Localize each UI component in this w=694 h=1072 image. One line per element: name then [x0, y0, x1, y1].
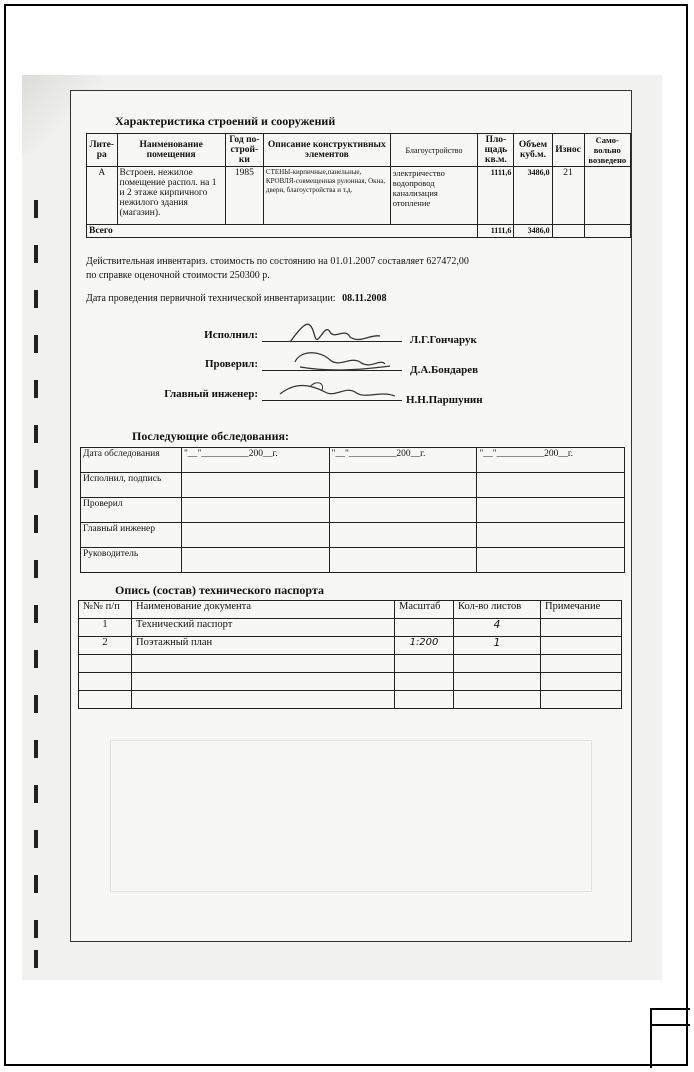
structures-header-row [87, 134, 631, 167]
header-year: Год по-строй-ки [225, 134, 263, 167]
header-scale: Масштаб [395, 601, 454, 619]
header-self-built: Само-вольно возведено [584, 134, 630, 167]
table-row [79, 673, 622, 691]
table-row [81, 498, 625, 523]
header-doc-name: Наименование документа [132, 601, 395, 619]
header-volume: Объем куб.м. [514, 134, 552, 167]
row-sheets: 4 [454, 619, 541, 637]
inventory-date-label: Дата проведения первичной технической инвентаризации: [86, 293, 336, 304]
total-label: Всего [87, 225, 478, 238]
row-scale: 1:200 [395, 637, 454, 655]
signature-name-executed: Л.Г.Гончарук [410, 334, 477, 346]
row-doc-name: Технический паспорт [132, 619, 395, 637]
table-row [81, 548, 625, 573]
table-row [87, 167, 631, 225]
table-row [79, 691, 622, 709]
cell-self-built [584, 167, 630, 225]
valuation-line-1: Действительная инвентариз. стоимость по состоянию на 01.01.2007 составляет 627472,00 [86, 256, 469, 267]
cell-description: СТЕНЫ-кирпичные,панельные, КРОВЛЯ-совмещенная рулонная, Окна, двери, благоустройства и т.д. [263, 167, 390, 225]
header-name: Наименование помещения [117, 134, 225, 167]
stamp-corner-box [650, 1008, 690, 1068]
cell-wear: 21 [552, 167, 584, 225]
row-note [541, 619, 622, 637]
valuation-line-2: по справке оценочной стоимости 250300 р. [86, 270, 270, 281]
signature-name-checked: Д.А.Бондарев [410, 364, 479, 376]
table-row [81, 523, 625, 548]
header-litera: Лите-ра [87, 134, 118, 167]
inventory-date-line [86, 293, 387, 304]
header-amenities: Благоустройство [390, 134, 478, 167]
row-doc-name: Поэтажный план [132, 637, 395, 655]
survey-date-1: "__"__________200__г. [182, 448, 330, 473]
bleed-through-ghost [110, 740, 592, 892]
survey-date-3: "__"__________200__г. [477, 448, 625, 473]
table-row [79, 637, 622, 655]
structures-table [86, 133, 631, 238]
table-row [81, 448, 625, 473]
survey-date-2: "__"__________200__г. [329, 448, 477, 473]
header-sheets: Кол-во листов [454, 601, 541, 619]
header-wear: Износ [552, 134, 584, 167]
survey-row-label: Руководитель [81, 548, 182, 573]
survey-row-label: Проверил [81, 498, 182, 523]
table-row [79, 619, 622, 637]
row-num: 2 [79, 637, 132, 655]
total-volume: 3486,0 [514, 225, 552, 238]
header-note: Примечание [541, 601, 622, 619]
header-description: Описание конструктивных элементов [263, 134, 390, 167]
row-sheets: 1 [454, 637, 541, 655]
signature-role-executed: Исполнил: [204, 329, 258, 341]
header-num: №№ п/п [79, 601, 132, 619]
row-scale [395, 619, 454, 637]
cell-area: 1111,6 [478, 167, 514, 225]
cell-litera: А [87, 167, 118, 225]
survey-row-label: Исполнил, подпись [81, 473, 182, 498]
table-row [81, 473, 625, 498]
signature-name-chief: Н.Н.Паршунин [406, 394, 483, 406]
surveys-title: Последующие обследования: [132, 429, 289, 443]
surveys-table [80, 447, 625, 573]
row-note [541, 637, 622, 655]
inventory-table [78, 600, 622, 709]
signature-role-checked: Проверил: [204, 358, 258, 370]
binding-holes [34, 200, 42, 970]
row-num: 1 [79, 619, 132, 637]
signature-role-chief: Главный инженер: [164, 388, 258, 400]
table-row [79, 655, 622, 673]
total-area: 1111,6 [478, 225, 514, 238]
survey-row-label: Дата обследования [81, 448, 182, 473]
cell-name: Встроен. нежилое помещение распол. на 1 и 2 этаже кирпичного нежилого здания (магазин). [117, 167, 225, 225]
total-row [87, 225, 631, 238]
survey-row-label: Главный инженер [81, 523, 182, 548]
cell-amenities: электричество водопровод канализация отопление [390, 167, 478, 225]
handwritten-signatures [270, 312, 420, 412]
inventory-date: 08.11.2008 [342, 293, 387, 304]
inventory-header-row [79, 601, 622, 619]
cell-volume: 3486,0 [514, 167, 552, 225]
structures-title: Характеристика строений и сооружений [115, 114, 336, 128]
inventory-title: Опись (состав) технического паспорта [115, 583, 324, 597]
cell-year: 1985 [225, 167, 263, 225]
header-area: Пло-щадь кв.м. [478, 134, 514, 167]
